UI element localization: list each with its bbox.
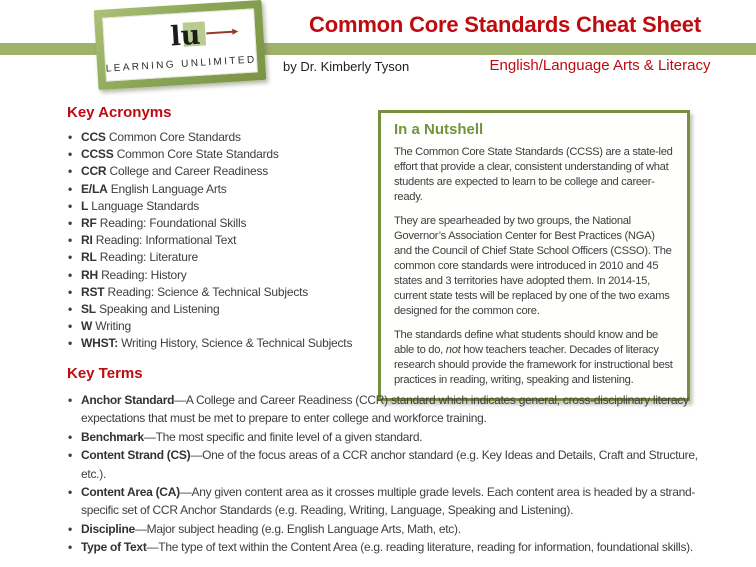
logo-monogram: lu [169,19,202,53]
acronym-label: Writing [95,319,132,334]
acronym-item [67,215,379,232]
key-term-definition: —Major subject heading (e.g. English Language Arts, Math, etc). [134,521,461,536]
acronym-item [67,267,379,284]
acronym-abbr: RL [81,250,97,265]
acronym-item [67,129,379,146]
nutshell-paragraph-2: They are spearheaded by two groups, the National Governor’s Association Center for Best Practices (NGA) and the Council of Chief State School Officers (CSSO). The common core standards were introduced in 2010 and 45 states and 3 territories have adopted them. In 2014-15, current state tests will be replaced by one of the two exams designed for the common core. [394,215,672,317]
acronym-item [67,181,379,198]
nutshell-paragraph-1: The Common Core State Standards (CCSS) are a state-led effort that provide a clear, consistent understanding of what students are expected to learn to be college and career-ready. [394,146,673,203]
nutshell-p3-after: how teachers teacher. Decades of literacy research should provide the framework for instructional best practices in reading, writing, speaking and listening. [394,344,673,386]
acronym-item [67,335,379,352]
key-acronyms-section [67,104,379,353]
acronym-label: Writing History, Science & Technical Subjects [121,336,353,351]
acronym-label: Reading: History [101,267,187,282]
nutshell-p3-before: The standards define what students should know and be able to do, [394,329,658,356]
acronym-item [67,146,379,163]
key-term-item [67,483,713,520]
key-terms-list [67,391,713,557]
acronym-abbr: SL [81,302,96,317]
acronym-item [67,249,379,266]
key-term-name: Type of Text [81,540,147,555]
acronym-abbr: RF [81,216,97,231]
acronym-abbr: CCSS [81,147,114,162]
key-terms-section [67,365,727,557]
acronym-item [67,284,379,301]
key-acronyms-heading: Key Acronyms [67,104,172,121]
page-title: Common Core Standards Cheat Sheet [309,12,701,37]
key-term-definition: —A College and Career Readiness (CCR) standard which indicates general, cross-disciplinary literacy expectations that must be met to prepare to enter college and workforce training. [81,393,689,426]
acronym-label: Reading: Literature [99,250,199,265]
key-term-definition: —Any given content area as it crosses multiple grade levels. Each content area is headed by a strand-specific set of CCR Anchor Standards (e.g. Reading, Writing, Language, Speaking and Listening). [81,485,696,518]
key-term-item [67,391,713,428]
acronym-label: Common Core State Standards [116,147,279,162]
acronym-label: Speaking and Listening [99,302,220,317]
logo-inner [102,8,258,81]
acronym-item [67,163,379,180]
logo-name: LEARNING UNLIMITED [105,53,257,75]
acronym-label: Reading: Informational Text [95,233,237,248]
key-term-name: Content Strand (CS) [81,448,191,463]
logo-frame [94,0,267,90]
key-term-item [67,446,713,483]
acronym-abbr: W [81,319,93,334]
acronym-abbr: L [81,198,89,213]
key-term-name: Content Area (CA) [81,485,180,500]
acronym-abbr: RI [81,233,93,248]
acronym-item [67,318,379,335]
key-term-name: Anchor Standard [81,393,175,407]
key-term-definition: —One of the focus areas of a CCR anchor standard (e.g. Key Ideas and Details, Craft and Structure, etc.). [81,448,698,481]
learning-unlimited-logo [94,0,267,90]
key-term-name: Discipline [81,521,135,536]
key-term-item [67,428,713,446]
acronym-abbr: CCR [81,164,107,179]
subject-subtitle: English/Language Arts & Literacy [489,57,711,74]
in-a-nutshell-box [378,110,690,401]
acronym-label: Language Standards [91,198,200,213]
key-term-item [67,538,713,556]
key-term-name: Benchmark [81,429,144,444]
acronym-item [67,198,379,215]
acronym-label: Common Core Standards [108,130,241,144]
key-term-definition: —The type of text within the Content Area (e.g. reading literature, reading for information, foundational skills). [146,540,693,555]
acronym-label: Reading: Foundational Skills [99,216,247,231]
key-term-definition: —The most specific and finite level of a given standard. [143,429,423,444]
nutshell-p3-italic: not [445,344,461,356]
acronym-item [67,232,379,249]
acronym-abbr: E/LA [81,181,108,196]
acronym-label: Reading: Science & Technical Subjects [107,284,309,299]
acronym-abbr: RH [81,267,98,282]
acronym-label: College and Career Readiness [109,164,269,179]
nutshell-heading: In a Nutshell [394,121,484,138]
acronym-abbr: RST [81,284,105,299]
arrow-right-icon [206,30,236,34]
author-byline: by Dr. Kimberly Tyson [283,59,410,74]
key-terms-heading: Key Terms [67,365,143,382]
acronym-abbr: WHST: [81,336,118,351]
key-term-item [67,520,713,538]
acronym-label: English Language Arts [110,181,227,196]
acronym-list [67,129,379,353]
acronym-item [67,301,379,318]
acronym-abbr: CCS [81,130,106,144]
